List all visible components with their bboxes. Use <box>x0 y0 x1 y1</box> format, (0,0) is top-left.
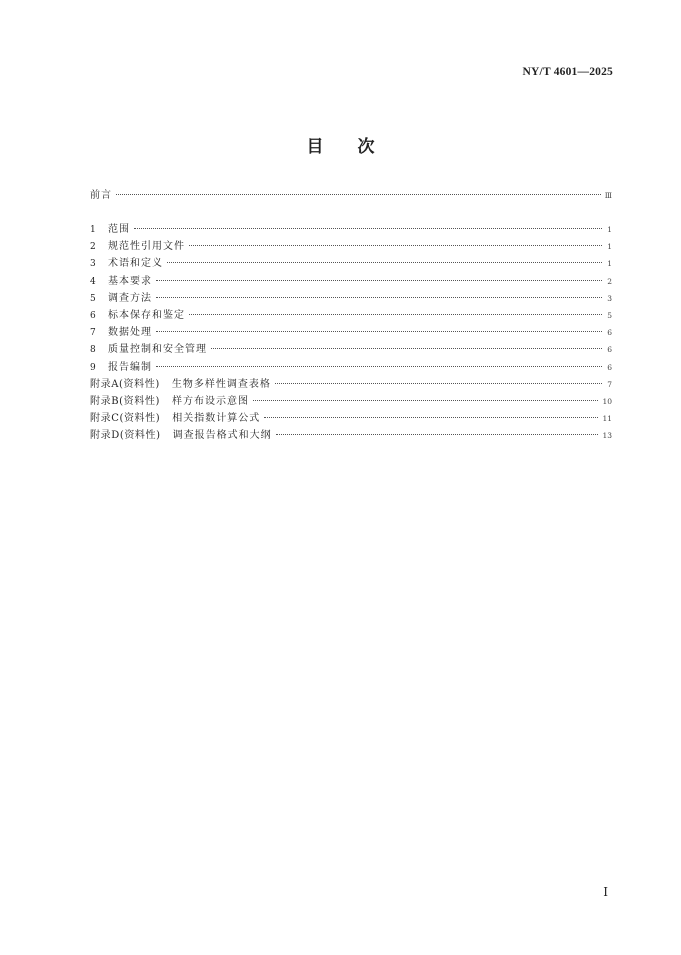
appendix-title: 样方布设示意图 <box>171 395 249 407</box>
toc-entry[interactable] <box>90 307 612 324</box>
dot-leader <box>211 348 602 349</box>
toc-entry-number: 8 <box>90 345 96 356</box>
toc-entry-number: 7 <box>90 328 96 339</box>
dot-leader <box>253 400 599 401</box>
toc-appendix-entry[interactable] <box>90 427 612 444</box>
toc-entry-page: 3 <box>607 293 612 303</box>
toc-entry-label: 质量控制和安全管理 <box>108 344 207 356</box>
toc-entry-label: 术语和定义 <box>108 258 163 270</box>
dot-leader <box>167 262 602 263</box>
toc-entry-number: 1 <box>90 225 96 235</box>
appendix-title: 生物多样性调查表格 <box>171 378 271 390</box>
toc-entry-page: 6 <box>607 362 612 372</box>
dot-leader <box>264 417 598 418</box>
toc-entry[interactable] <box>90 324 612 341</box>
toc-entry-number: 4 <box>90 276 96 287</box>
dot-leader <box>189 314 602 315</box>
toc-entry-number: 5 <box>90 293 96 304</box>
toc-appendix-entry[interactable] <box>90 410 612 427</box>
toc-entry[interactable] <box>90 290 612 307</box>
appendix-label: 附录D(资料性) <box>90 430 161 442</box>
toc-entry[interactable] <box>90 221 612 238</box>
toc-entry-page: 13 <box>602 431 612 441</box>
toc-entry-number: 2 <box>90 242 96 253</box>
toc-entry-number: 9 <box>90 362 96 373</box>
toc-appendix-entry[interactable] <box>90 376 612 393</box>
page-title: 目次 <box>306 137 409 157</box>
dot-leader <box>116 194 601 195</box>
toc-entry-page: 2 <box>607 276 612 286</box>
standard-code: NY/T 4601—2025 <box>522 66 613 78</box>
dot-leader <box>156 280 602 281</box>
toc-entry-page: 10 <box>602 396 612 406</box>
toc-entry-page: 5 <box>607 310 612 320</box>
dot-leader <box>156 297 602 298</box>
toc-entry-page: 11 <box>602 414 612 424</box>
toc-entry-page: 6 <box>607 328 612 338</box>
toc-entry-label: 规范性引用文件 <box>108 241 185 253</box>
toc-entry-page: Ⅲ <box>604 191 612 200</box>
appendix-label: 附录B(资料性) <box>90 395 160 407</box>
toc-entry-page: 6 <box>607 345 612 355</box>
toc-entry-label: 前言 <box>90 190 112 201</box>
toc-entry-label: 调查方法 <box>108 292 152 304</box>
appendix-title: 调查报告格式和大纲 <box>172 430 272 442</box>
toc-entry[interactable] <box>90 238 612 255</box>
dot-leader <box>275 383 602 384</box>
appendix-label: 附录A(资料性) <box>90 378 160 390</box>
toc-entry-page: 1 <box>607 259 612 269</box>
toc-entry-page: 7 <box>607 379 612 389</box>
toc-entry-page: 1 <box>607 225 612 234</box>
dot-leader <box>156 331 602 332</box>
toc-entry-label: 报告编制 <box>108 361 152 373</box>
dot-leader <box>156 366 602 367</box>
toc-entry-label: 基本要求 <box>108 275 152 287</box>
toc-appendix-entry[interactable] <box>90 393 612 410</box>
toc-entry[interactable] <box>90 341 612 358</box>
dot-leader <box>189 245 602 246</box>
toc-entry-label: 范围 <box>108 224 130 235</box>
dot-leader <box>134 228 602 229</box>
appendix-title: 相关指数计算公式 <box>172 413 261 425</box>
toc-entry-page: 1 <box>607 242 612 252</box>
toc-entry-label: 数据处理 <box>108 327 152 339</box>
toc-entry-number: 3 <box>90 259 96 270</box>
dot-leader <box>276 434 599 435</box>
toc-preface-entry[interactable] <box>90 187 612 204</box>
page-number: Ⅰ <box>603 885 608 899</box>
toc-entry-label: 标本保存和鉴定 <box>108 309 185 321</box>
toc-entry-number: 6 <box>90 310 96 321</box>
toc-list <box>90 221 612 444</box>
toc-entry[interactable] <box>90 359 612 376</box>
toc-entry[interactable] <box>90 255 612 272</box>
toc-entry[interactable] <box>90 273 612 290</box>
appendix-label: 附录C(资料性) <box>90 413 161 425</box>
